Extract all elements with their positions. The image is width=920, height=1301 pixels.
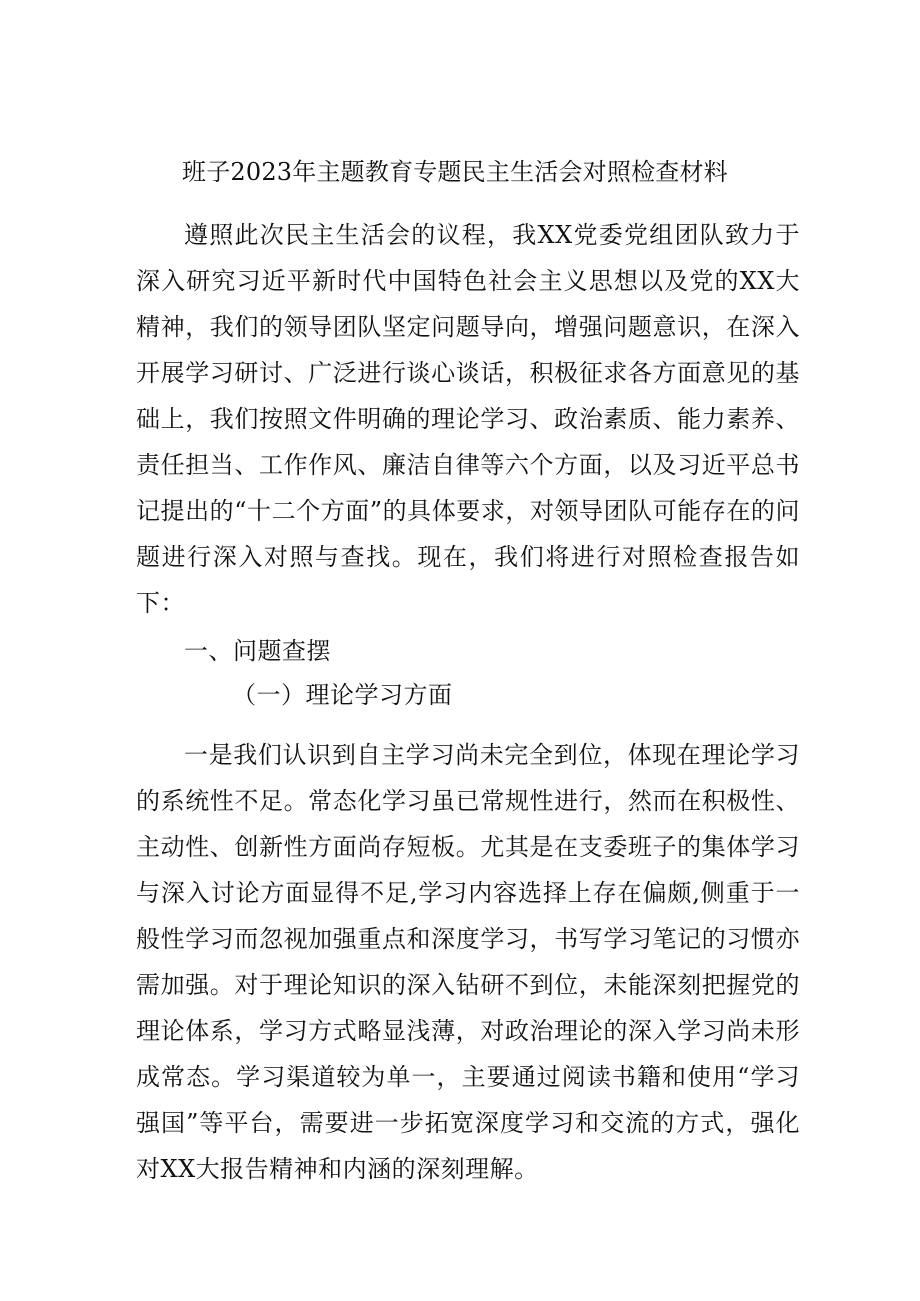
document-title: 班子2023年主题教育专题民主生活会对照检查材料 [182,158,728,186]
section-heading: 一、问题查摆 [184,637,331,665]
intro-paragraph: 遵照此次民主生活会的议程，我XX党委党组团队致力于深入研究习近平新时代中国特色社会主义思想以及党的XX大精神，我们的领导团队坚定问题导向，增强问题意识，在深入开展学习研讨、广泛进行谈心谈话，积极征求各方面意见的基础上，我们按照文件明确的理论学习、政治素质、能力素养、责任担当、工作作风、廉洁自律等六个方面，以及习近平总书记提出的“十二个方面”的具体要求，对领导团队可能存在的问题进行深入对照与查找。现在，我们将进行对照检查报告如下： [136,221,800,617]
body-paragraph: 一是我们认识到自主学习尚未完全到位，体现在理论学习的系统性不足。常态化学习虽已常规性进行，然而在积极性、主动性、创新性方面尚存短板。尤其是在支委班子的集体学习与深入讨论方面显得不足,学习内容选择上存在偏颇,侧重于一般性学习而忽视加强重点和深度学习，书写学习笔记的习惯亦需加强。对于理论知识的深入钻研不到位，未能深刻把握党的理论体系，学习方式略显浅薄，对政治理论的深入学习尚未形成常态。学习渠道较为单一，主要通过阅读书籍和使用“学习强国”等平台，需要进一步拓宽深度学习和交流的方式，强化对XX大报告精神和内涵的深刻理解。 [136,741,800,1183]
subsection-heading: （一）理论学习方面 [232,681,453,709]
